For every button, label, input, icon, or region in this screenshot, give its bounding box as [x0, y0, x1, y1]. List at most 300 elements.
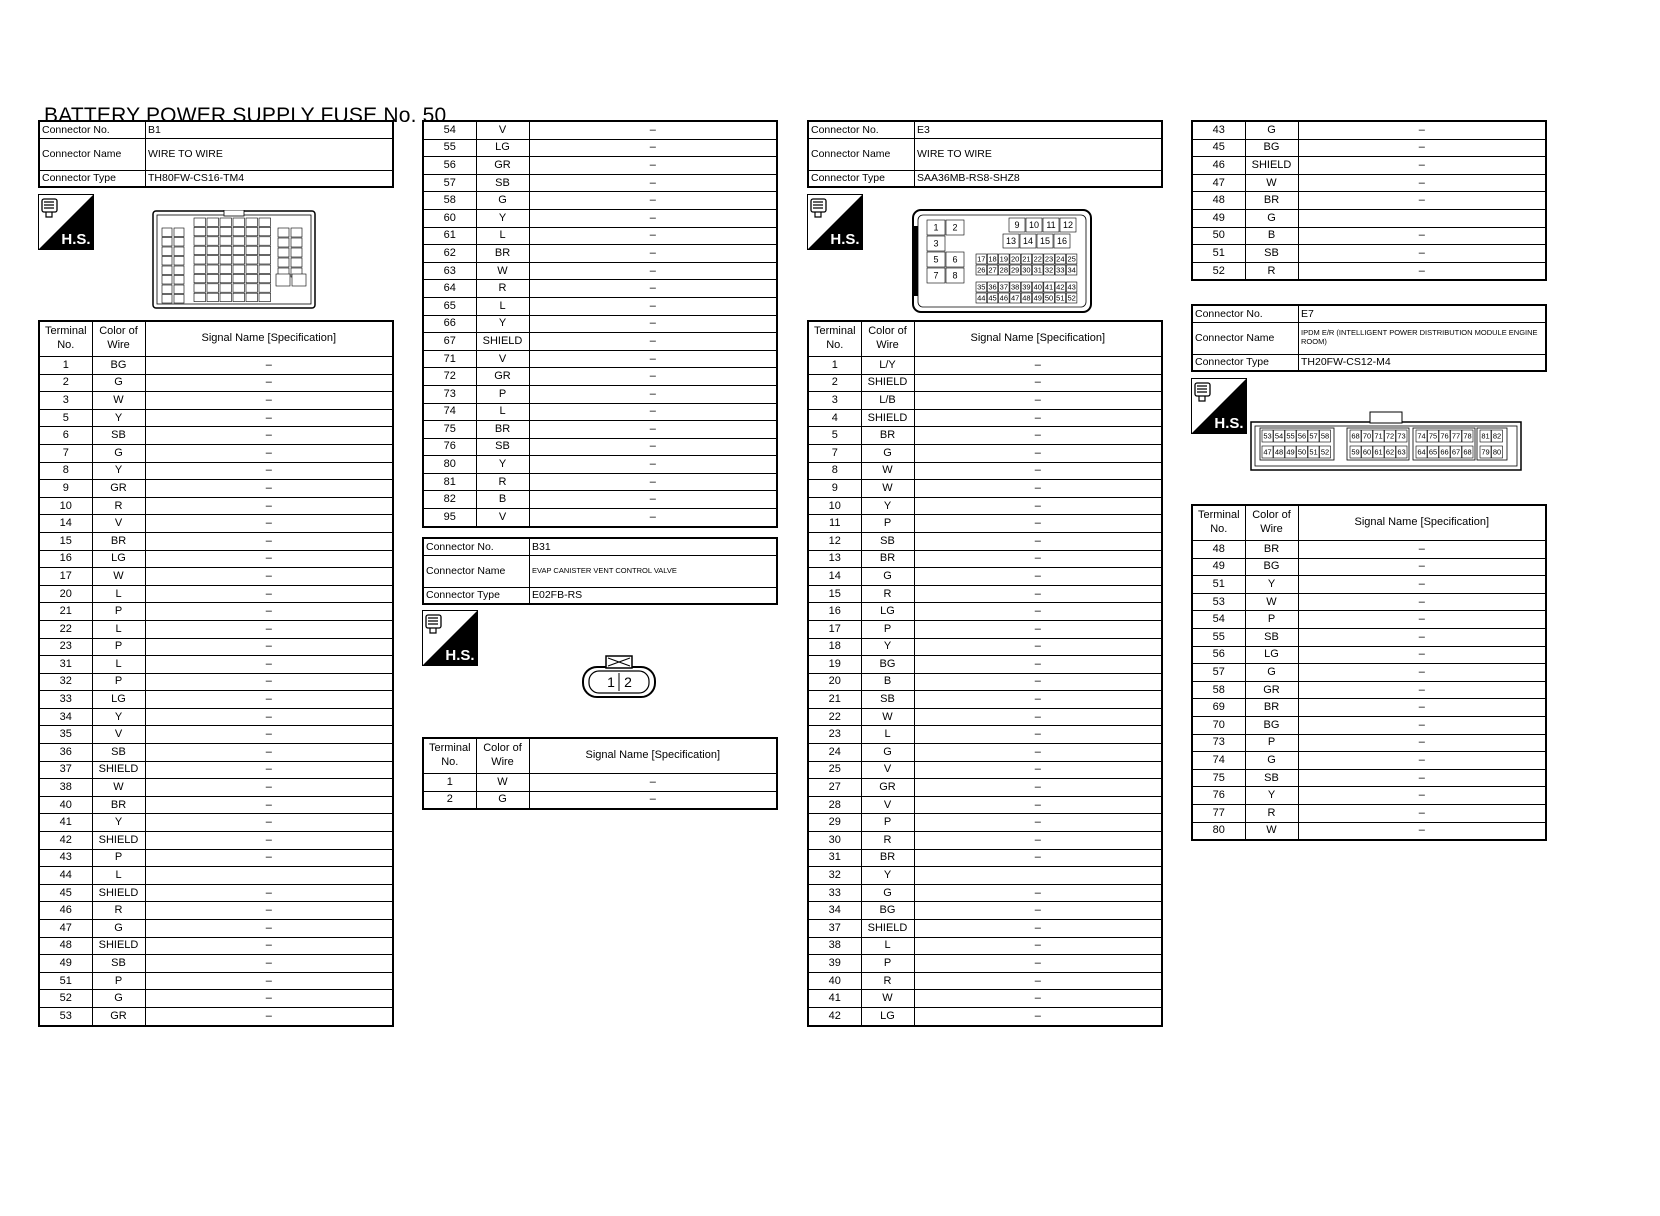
wire-color-cell: SHIELD — [92, 884, 145, 902]
terminal-no-cell: 47 — [1192, 174, 1245, 192]
terminal-no-cell: 8 — [808, 462, 861, 480]
b31-pin-2: 2 — [624, 674, 632, 690]
terminal-no-cell: 18 — [808, 638, 861, 656]
terminal-no-cell: 38 — [39, 779, 92, 797]
header-terminal-no: Terminal No. — [39, 321, 92, 357]
terminal-no-cell: 17 — [808, 620, 861, 638]
terminal-no-cell: 82 — [423, 491, 476, 509]
signal-name-cell: – — [145, 920, 393, 938]
terminal-no-cell: 27 — [808, 779, 861, 797]
signal-name-cell: – — [914, 480, 1162, 498]
wire-color-cell: G — [1245, 752, 1298, 770]
table-row — [39, 480, 393, 498]
signal-name-cell: – — [145, 832, 393, 850]
header-color-of-wire: Color of Wire — [92, 321, 145, 357]
b1-connector-face — [152, 210, 316, 310]
wire-color-cell: P — [92, 673, 145, 691]
label-connector-name: Connector Name — [808, 138, 915, 170]
table-row — [423, 227, 777, 245]
b31-info-table — [422, 537, 778, 605]
terminal-no-cell: 20 — [39, 585, 92, 603]
wire-color-cell: P — [861, 955, 914, 973]
signal-name-cell: – — [145, 761, 393, 779]
connector-pin: 44 — [977, 293, 986, 303]
signal-name-cell — [914, 867, 1162, 885]
terminal-no-cell: 2 — [808, 374, 861, 392]
terminal-no-cell: 19 — [808, 656, 861, 674]
signal-name-cell: – — [145, 532, 393, 550]
signal-name-cell: – — [529, 209, 777, 227]
table-row — [39, 814, 393, 832]
signal-name-cell: – — [914, 427, 1162, 445]
terminal-no-cell: 21 — [39, 603, 92, 621]
connector-pin: 60 — [1362, 447, 1372, 457]
terminal-no-cell: 49 — [39, 955, 92, 973]
table-row — [39, 532, 393, 550]
wire-color-cell: Y — [476, 456, 529, 474]
b1-connector-no: B1 — [146, 121, 394, 138]
terminal-no-cell: 69 — [1192, 699, 1245, 717]
connector-pin: 52 — [1320, 447, 1330, 457]
signal-name-cell: – — [529, 791, 777, 809]
table-row — [808, 726, 1162, 744]
table-row — [39, 990, 393, 1008]
b1-connector-type: TH80FW-CS16-TM4 — [146, 170, 394, 187]
signal-name-cell: – — [914, 409, 1162, 427]
wire-color-cell: LG — [1245, 646, 1298, 664]
signal-name-cell: – — [145, 1007, 393, 1025]
signal-name-cell: – — [914, 568, 1162, 586]
signal-name-cell: – — [914, 990, 1162, 1008]
wire-color-cell: L — [92, 585, 145, 603]
signal-name-cell: – — [529, 315, 777, 333]
table-row — [1192, 769, 1546, 787]
e3-info-table — [807, 120, 1163, 188]
wire-color-cell: R — [476, 280, 529, 298]
wire-color-cell: G — [1245, 209, 1298, 227]
signal-name-cell: – — [914, 832, 1162, 850]
wire-color-cell: SHIELD — [1245, 157, 1298, 175]
connector-pin: 62 — [1385, 447, 1395, 457]
terminal-no-cell: 72 — [423, 368, 476, 386]
connector-pin: 23 — [1044, 254, 1054, 264]
connector-pin: 81 — [1481, 431, 1490, 441]
signal-name-cell — [1298, 209, 1546, 227]
terminal-no-cell: 46 — [1192, 157, 1245, 175]
label-connector-no: Connector No. — [1192, 305, 1299, 322]
table-row — [39, 497, 393, 515]
table-row — [39, 374, 393, 392]
connector-pin: 39 — [1022, 282, 1031, 292]
connector-pin: 3 — [933, 238, 939, 249]
wire-color-cell: Y — [861, 638, 914, 656]
header-color-of-wire: Color of Wire — [476, 738, 529, 774]
connector-pin: 2 — [952, 222, 958, 233]
terminal-no-cell: 77 — [1192, 804, 1245, 822]
table-row — [423, 473, 777, 491]
table-row — [808, 568, 1162, 586]
signal-name-cell: – — [529, 121, 777, 139]
connector-pin: 79 — [1481, 447, 1490, 457]
terminal-no-cell: 66 — [423, 315, 476, 333]
wire-color-cell: GR — [476, 368, 529, 386]
connector-pin: 7 — [933, 270, 939, 281]
terminal-no-cell: 41 — [39, 814, 92, 832]
wire-color-cell: BG — [861, 656, 914, 674]
table-row — [808, 1007, 1162, 1025]
signal-name-cell: – — [145, 673, 393, 691]
wire-color-cell: SHIELD — [861, 920, 914, 938]
table-row — [808, 832, 1162, 850]
wire-color-cell: P — [861, 620, 914, 638]
wire-color-cell: V — [476, 509, 529, 527]
terminal-no-cell: 22 — [39, 620, 92, 638]
b31-connector-type: E02FB-RS — [530, 587, 778, 604]
signal-name-cell: – — [914, 691, 1162, 709]
signal-name-cell: – — [145, 585, 393, 603]
terminal-no-cell: 80 — [1192, 822, 1245, 840]
table-row — [39, 1007, 393, 1025]
terminal-no-cell: 76 — [1192, 787, 1245, 805]
wire-color-cell: P — [476, 385, 529, 403]
wire-color-cell: B — [476, 491, 529, 509]
signal-name-cell: – — [145, 357, 393, 375]
signal-name-cell: – — [529, 385, 777, 403]
signal-name-cell: – — [1298, 262, 1546, 280]
signal-name-cell: – — [529, 421, 777, 439]
connector-pin: 36 — [988, 282, 997, 292]
connector-pin: 21 — [1022, 254, 1031, 264]
terminal-no-cell: 52 — [39, 990, 92, 1008]
terminal-no-cell: 7 — [39, 444, 92, 462]
wire-color-cell: P — [861, 515, 914, 533]
wire-color-cell: G — [861, 744, 914, 762]
table-row — [423, 421, 777, 439]
wire-color-cell: V — [476, 350, 529, 368]
wire-color-cell: W — [92, 392, 145, 410]
table-row — [808, 357, 1162, 375]
wire-color-cell: G — [92, 920, 145, 938]
signal-name-cell: – — [145, 550, 393, 568]
table-row — [808, 532, 1162, 550]
terminal-no-cell: 5 — [39, 409, 92, 427]
table-row — [39, 427, 393, 445]
wire-color-cell: Y — [476, 209, 529, 227]
header-terminal-no: Terminal No. — [1192, 505, 1245, 541]
terminal-no-cell: 38 — [808, 937, 861, 955]
table-row — [423, 157, 777, 175]
wire-color-cell: SB — [1245, 245, 1298, 263]
signal-name-cell: – — [914, 620, 1162, 638]
table-row — [423, 385, 777, 403]
terminal-no-cell: 70 — [1192, 716, 1245, 734]
table-row — [1192, 699, 1546, 717]
table-row — [808, 497, 1162, 515]
wire-color-cell: P — [1245, 611, 1298, 629]
wire-color-cell: BG — [1245, 558, 1298, 576]
signal-name-cell: – — [529, 491, 777, 509]
wire-color-cell: GR — [92, 1007, 145, 1025]
signal-name-cell: – — [1298, 734, 1546, 752]
wire-color-cell: W — [861, 708, 914, 726]
table-row — [39, 726, 393, 744]
connector-pin: 43 — [1067, 282, 1076, 292]
wire-color-cell: LG — [92, 550, 145, 568]
signal-name-cell: – — [914, 392, 1162, 410]
e7-connector-type: TH20FW-CS12-M4 — [1299, 354, 1547, 371]
connector-pin: 18 — [988, 254, 997, 264]
signal-name-cell: – — [1298, 769, 1546, 787]
terminal-no-cell: 43 — [39, 849, 92, 867]
terminal-no-cell: 51 — [1192, 245, 1245, 263]
table-row — [39, 779, 393, 797]
wire-color-cell: V — [476, 121, 529, 139]
connector-pin: 40 — [1033, 282, 1042, 292]
connector-pin: 13 — [1005, 236, 1017, 247]
signal-name-cell: – — [145, 744, 393, 762]
table-row — [39, 585, 393, 603]
terminal-no-cell: 65 — [423, 297, 476, 315]
signal-name-cell: – — [914, 814, 1162, 832]
table-row — [39, 884, 393, 902]
table-row — [1192, 664, 1546, 682]
connector-pin: 64 — [1417, 447, 1426, 457]
wire-color-cell: V — [861, 796, 914, 814]
connector-pin: 59 — [1351, 447, 1360, 457]
signal-name-cell: – — [145, 656, 393, 674]
table-row — [808, 392, 1162, 410]
table-row — [1192, 139, 1546, 157]
signal-name-cell: – — [145, 902, 393, 920]
terminal-no-cell: 29 — [808, 814, 861, 832]
signal-name-cell: – — [145, 374, 393, 392]
wire-color-cell: BR — [1245, 699, 1298, 717]
wire-color-cell: SB — [1245, 769, 1298, 787]
terminal-no-cell: 10 — [39, 497, 92, 515]
terminal-no-cell: 10 — [808, 497, 861, 515]
terminal-no-cell: 41 — [808, 990, 861, 1008]
connector-pin: 48 — [1274, 447, 1284, 457]
signal-name-cell: – — [914, 1007, 1162, 1025]
e3-pin-table-continued — [1191, 120, 1547, 281]
hs-label: H.S. — [1214, 415, 1244, 432]
wire-color-cell: GR — [861, 779, 914, 797]
table-row — [39, 638, 393, 656]
signal-name-cell: – — [914, 902, 1162, 920]
connector-pin: 28 — [999, 265, 1009, 275]
terminal-no-cell: 37 — [808, 920, 861, 938]
b31-pin-table — [422, 737, 778, 810]
terminal-no-cell: 56 — [1192, 646, 1245, 664]
connector-pin: 51 — [1309, 447, 1318, 457]
signal-name-cell: – — [145, 884, 393, 902]
signal-name-cell: – — [145, 409, 393, 427]
wire-color-cell: R — [1245, 262, 1298, 280]
signal-name-cell: – — [529, 350, 777, 368]
wire-color-cell: Y — [92, 409, 145, 427]
signal-name-cell: – — [914, 374, 1162, 392]
connector-pin: 66 — [1440, 447, 1449, 457]
header-signal-name: Signal Name [Specification] — [914, 321, 1162, 357]
signal-name-cell: – — [1298, 139, 1546, 157]
wire-color-cell: W — [861, 990, 914, 1008]
terminal-no-cell: 74 — [1192, 752, 1245, 770]
header-terminal-no: Terminal No. — [808, 321, 861, 357]
label-connector-name: Connector Name — [423, 555, 530, 587]
table-row — [808, 691, 1162, 709]
terminal-no-cell: 76 — [423, 438, 476, 456]
terminal-no-cell: 56 — [423, 157, 476, 175]
signal-name-cell: – — [914, 972, 1162, 990]
wire-color-cell: L — [92, 656, 145, 674]
label-connector-name: Connector Name — [1192, 322, 1299, 354]
connector-pin: 55 — [1286, 431, 1295, 441]
connector-pin: 41 — [1044, 282, 1054, 292]
connector-pin: 38 — [1010, 282, 1020, 292]
signal-name-cell: – — [145, 480, 393, 498]
wire-color-cell: G — [476, 192, 529, 210]
wire-color-cell: R — [861, 585, 914, 603]
wire-color-cell: B — [1245, 227, 1298, 245]
wire-color-cell: SHIELD — [92, 832, 145, 850]
table-row — [39, 849, 393, 867]
wire-color-cell: G — [92, 990, 145, 1008]
signal-name-cell: – — [529, 509, 777, 527]
signal-name-cell: – — [914, 779, 1162, 797]
terminal-no-cell: 67 — [423, 333, 476, 351]
b31-connector-face — [580, 654, 658, 700]
signal-name-cell: – — [529, 174, 777, 192]
terminal-no-cell: 37 — [39, 761, 92, 779]
wire-color-cell: GR — [92, 480, 145, 498]
terminal-no-cell: 53 — [39, 1007, 92, 1025]
connector-pin: 70 — [1362, 431, 1372, 441]
terminal-no-cell: 23 — [39, 638, 92, 656]
connector-pin: 42 — [1056, 282, 1065, 292]
terminal-no-cell: 51 — [39, 972, 92, 990]
table-row — [808, 374, 1162, 392]
table-row — [808, 814, 1162, 832]
connector-pin: 1 — [933, 222, 939, 233]
table-row — [808, 761, 1162, 779]
wire-color-cell: P — [92, 638, 145, 656]
signal-name-cell: – — [145, 462, 393, 480]
wire-color-cell: BR — [92, 532, 145, 550]
table-row — [808, 849, 1162, 867]
connector-pin: 73 — [1397, 431, 1406, 441]
table-row — [423, 139, 777, 157]
wire-color-cell: SHIELD — [861, 409, 914, 427]
signal-name-cell: – — [145, 814, 393, 832]
label-connector-no: Connector No. — [39, 121, 146, 138]
connector-pin: 82 — [1492, 431, 1502, 441]
table-row — [423, 456, 777, 474]
wire-color-cell: W — [861, 462, 914, 480]
connector-pin: 31 — [1033, 265, 1042, 275]
signal-name-cell: – — [145, 937, 393, 955]
hs-badge-b31 — [422, 610, 478, 666]
terminal-no-cell: 63 — [423, 262, 476, 280]
connector-pin: 47 — [1263, 447, 1272, 457]
table-row — [423, 174, 777, 192]
wire-color-cell: Y — [1245, 576, 1298, 594]
connector-pin: 68 — [1463, 447, 1472, 457]
terminal-no-cell: 35 — [39, 726, 92, 744]
signal-name-cell: – — [1298, 646, 1546, 664]
connector-pin: 47 — [1010, 293, 1020, 303]
page-title: BATTERY POWER SUPPLY FUSE No. 50 — [44, 104, 447, 127]
b1-pin-table-continued — [422, 120, 778, 528]
terminal-no-cell: 30 — [808, 832, 861, 850]
terminal-no-cell: 48 — [1192, 192, 1245, 210]
terminal-no-cell: 16 — [808, 603, 861, 621]
connector-pin: 17 — [977, 254, 986, 264]
signal-name-cell: – — [145, 849, 393, 867]
table-row — [808, 620, 1162, 638]
signal-name-cell: – — [145, 796, 393, 814]
signal-name-cell: – — [145, 497, 393, 515]
table-row — [423, 368, 777, 386]
signal-name-cell: – — [1298, 787, 1546, 805]
connector-pin: 50 — [1297, 447, 1307, 457]
signal-name-cell: – — [529, 297, 777, 315]
wire-color-cell: BR — [476, 245, 529, 263]
signal-name-cell: – — [1298, 541, 1546, 559]
table-row — [39, 867, 393, 885]
wire-color-cell: BR — [1245, 541, 1298, 559]
terminal-no-cell: 4 — [808, 409, 861, 427]
terminal-no-cell: 34 — [39, 708, 92, 726]
terminal-no-cell: 75 — [1192, 769, 1245, 787]
terminal-no-cell: 9 — [808, 480, 861, 498]
terminal-no-cell: 6 — [39, 427, 92, 445]
table-row — [423, 121, 777, 139]
table-row — [39, 444, 393, 462]
wire-color-cell: Y — [92, 814, 145, 832]
terminal-no-cell: 48 — [39, 937, 92, 955]
signal-name-cell: – — [914, 515, 1162, 533]
wire-color-cell: B — [861, 673, 914, 691]
wire-color-cell: BR — [861, 550, 914, 568]
signal-name-cell: – — [145, 779, 393, 797]
table-row — [808, 638, 1162, 656]
signal-name-cell: – — [914, 796, 1162, 814]
terminal-no-cell: 46 — [39, 902, 92, 920]
signal-name-cell: – — [145, 515, 393, 533]
wire-color-cell: SB — [861, 532, 914, 550]
terminal-no-cell: 54 — [423, 121, 476, 139]
signal-name-cell: – — [145, 990, 393, 1008]
header-signal-name: Signal Name [Specification] — [1298, 505, 1546, 541]
connector-pin: 35 — [977, 282, 986, 292]
table-row — [1192, 822, 1546, 840]
table-row — [1192, 804, 1546, 822]
signal-name-cell: – — [1298, 716, 1546, 734]
wire-color-cell: G — [1245, 664, 1298, 682]
wire-color-cell: R — [1245, 804, 1298, 822]
wire-color-cell: L — [92, 867, 145, 885]
table-row — [808, 550, 1162, 568]
signal-name-cell: – — [1298, 192, 1546, 210]
header-color-of-wire: Color of Wire — [1245, 505, 1298, 541]
signal-name-cell: – — [145, 392, 393, 410]
hs-label: H.S. — [445, 647, 475, 664]
table-row — [1192, 611, 1546, 629]
hs-label: H.S. — [61, 231, 91, 248]
connector-pin: 68 — [1351, 431, 1360, 441]
terminal-no-cell: 11 — [808, 515, 861, 533]
label-connector-no: Connector No. — [808, 121, 915, 138]
